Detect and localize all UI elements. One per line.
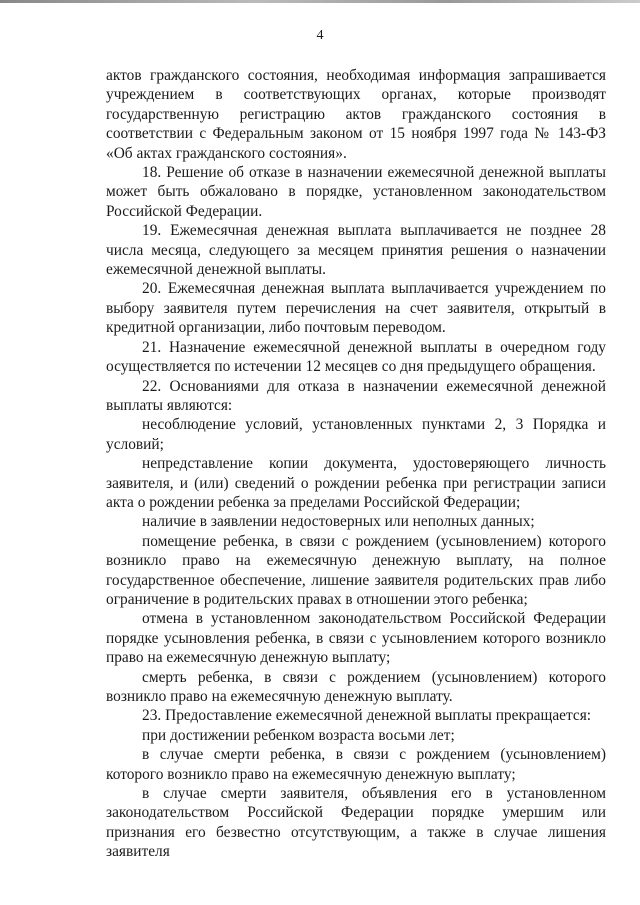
document-body [106,66,606,862]
termination-reason-child-death: в случае смерти ребенка, в связи с рождением (усыновлением) которого возникло право на ежемесячную денежную выплату; [106,746,606,783]
scan-edge-rule [0,0,640,3]
refusal-reason-conditions: несоблюдение условий, установленных пунктами 2, 3 Порядка и условий; [106,416,606,453]
termination-reason-applicant-death: в случае смерти заявителя, объявления его в установленном законодательством Российской Федерации порядке умершим или признания его безвестно отсутствующим, а также в случае лишения заявителя [106,785,606,861]
paragraph-item-20: 20. Ежемесячная денежная выплата выплачивается учреждением по выбору заявителя путем перечисления на счет заявителя, открытый в кредитной организации, либо почтовым переводом. [106,280,606,337]
paragraph-item-23: 23. Предоставление ежемесячной денежной выплаты прекращается: [142,707,592,725]
paragraph-item-22: 22. Основаниями для отказа в назначении ежемесячной денежной выплаты являются: [106,377,606,414]
refusal-reason-child-death: смерть ребенка, в связи с рождением (усыновлением) которого возникло право на ежемесячную денежную выплату. [106,668,606,705]
termination-reason-age: при достижении ребенком возраста восьми лет; [142,726,455,744]
refusal-reason-documents: непредставление копии документа, удостоверяющего личность заявителя, и (или) сведений о рождении ребенка при регистрации записи акта о рождении ребенка за пределами Российской Федерации; [106,455,606,511]
paragraph-item-18: 18. Решение об отказе в назначении ежемесячной денежной выплаты может быть обжаловано в порядке, установленном законодательством Российской Федерации. [106,164,606,220]
refusal-reason-adoption-cancel: отмена в установленном законодательством Российской Федерации порядке усыновления ребенка, в связи с усыновлением которого возникло право на ежемесячную денежную выплату; [106,610,606,667]
refusal-reason-false-data: наличие в заявлении недостоверных или неполных данных; [142,513,535,531]
refusal-reason-state-care: помещение ребенка, в связи с рождением (усыновлением) которого возникло право на ежемесячную денежную выплату, на полное государственное обеспечение, лишение заявителя родительских прав либо ограничение в родительских правах в отношении этого ребенка; [106,532,606,608]
paragraph-item-19: 19. Ежемесячная денежная выплата выплачивается не позднее 28 числа месяца, следующего за месяцем принятия решения о назначении ежемесячной денежной выплаты. [106,222,606,279]
page-number: 4 [316,28,324,43]
paragraph-continuation: актов гражданского состояния, необходимая информация запрашивается учреждением в соответствующих органах, которые производят государственную регистрацию актов гражданского состояния в соответствии с Федеральным законом от 15 ноября 1997 года № 143-ФЗ «Об актах гражданского состояния». [106,67,606,162]
paragraph-item-21: 21. Назначение ежемесячной денежной выплаты в очередном году осуществляется по истечении 12 месяцев со дня предыдущего обращения. [106,338,606,376]
